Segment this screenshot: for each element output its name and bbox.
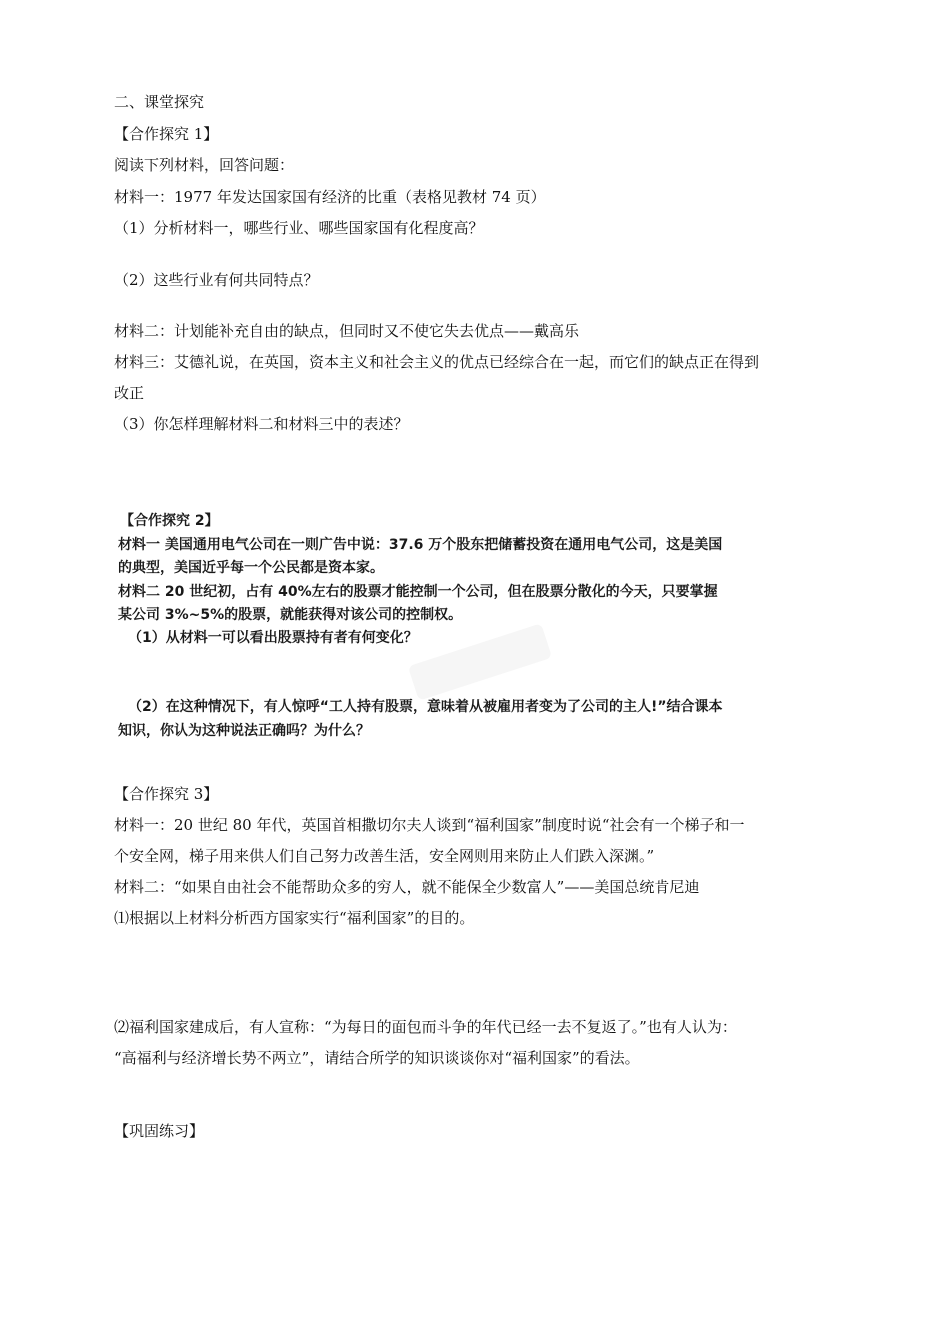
inquiry-1-question-2: （2）这些行业有何共同特点？ [114, 271, 319, 289]
inquiry-2-material-2-line-1: 材料二 20 世纪初，占有 40%左右的股票才能控制一个公司，但在股票分散化的今天，只要掌握 [118, 584, 718, 600]
inquiry-3-material-1-line-1: 材料一：20 世纪 80 年代，英国首相撒切尔夫人谈到“福利国家”制度时说“社会有一个梯子和一 [114, 816, 745, 834]
inquiry-1-material-1: 材料一：1977 年发达国家国有经济的比重（表格见教材 74 页） [114, 188, 546, 206]
inquiry-2-material-1-line-1: 材料一 美国通用电气公司在一则广告中说：37.6 万个股东把储蓄投资在通用电气公司，这是美国 [118, 537, 723, 553]
inquiry-3-heading: 【合作探究 3】 [114, 785, 219, 803]
inquiry-1-material-2: 材料二：计划能补充自由的缺点，但同时又不使它失去优点——戴高乐 [114, 322, 580, 340]
inquiry-3-question-1: ⑴根据以上材料分析西方国家实行“福利国家”的目的。 [114, 909, 475, 927]
inquiry-2-material-1-line-2: 的典型，美国近乎每一个公民都是资本家。 [118, 560, 384, 576]
inquiry-1-intro: 阅读下列材料，回答问题： [114, 156, 295, 174]
practice-heading: 【巩固练习】 [114, 1122, 205, 1140]
watermark [408, 623, 552, 701]
inquiry-3-material-2: 材料二：“如果自由社会不能帮助众多的穷人，就不能保全少数富人”——美国总统肯尼迪 [114, 878, 700, 896]
inquiry-2-material-2-line-2: 某公司 3%~5%的股票，就能获得对该公司的控制权。 [118, 607, 463, 623]
section-title: 二、课堂探究 [114, 93, 205, 111]
inquiry-2-question-2-line-1: （2）在这种情况下，有人惊呼“工人持有股票，意味着从被雇用者变为了公司的主人!”结合课本 [128, 699, 723, 715]
inquiry-2-question-1: （1）从材料一可以看出股票持有者有何变化？ [128, 630, 418, 646]
inquiry-1-question-1: （1）分析材料一，哪些行业、哪些国家国有化程度高？ [114, 219, 484, 237]
inquiry-3-material-1-line-2: 个安全网，梯子用来供人们自己努力改善生活，安全网则用来防止人们跌入深渊。” [114, 847, 655, 865]
inquiry-3-question-2-line-2: “高福利与经济增长势不两立”，请结合所学的知识谈谈你对“福利国家”的看法。 [114, 1049, 640, 1067]
inquiry-1-heading: 【合作探究 1】 [114, 125, 219, 143]
inquiry-2-question-2-line-2: 知识，你认为这种说法正确吗？为什么？ [118, 723, 370, 739]
inquiry-3-question-2-line-1: ⑵福利国家建成后，有人宣称：“为每日的面包而斗争的年代已经一去不复返了。”也有人认为： [114, 1018, 737, 1036]
inquiry-1-question-3: （3）你怎样理解材料二和材料三中的表述？ [114, 415, 409, 433]
inquiry-2-scanned-image [120, 504, 820, 754]
inquiry-1-material-3-line-1: 材料三：艾德礼说，在英国，资本主义和社会主义的优点已经综合在一起，而它们的缺点正在得到 [114, 353, 760, 371]
inquiry-1-material-3-line-2: 改正 [114, 384, 145, 402]
inquiry-2-heading: 【合作探究 2】 [120, 513, 219, 529]
